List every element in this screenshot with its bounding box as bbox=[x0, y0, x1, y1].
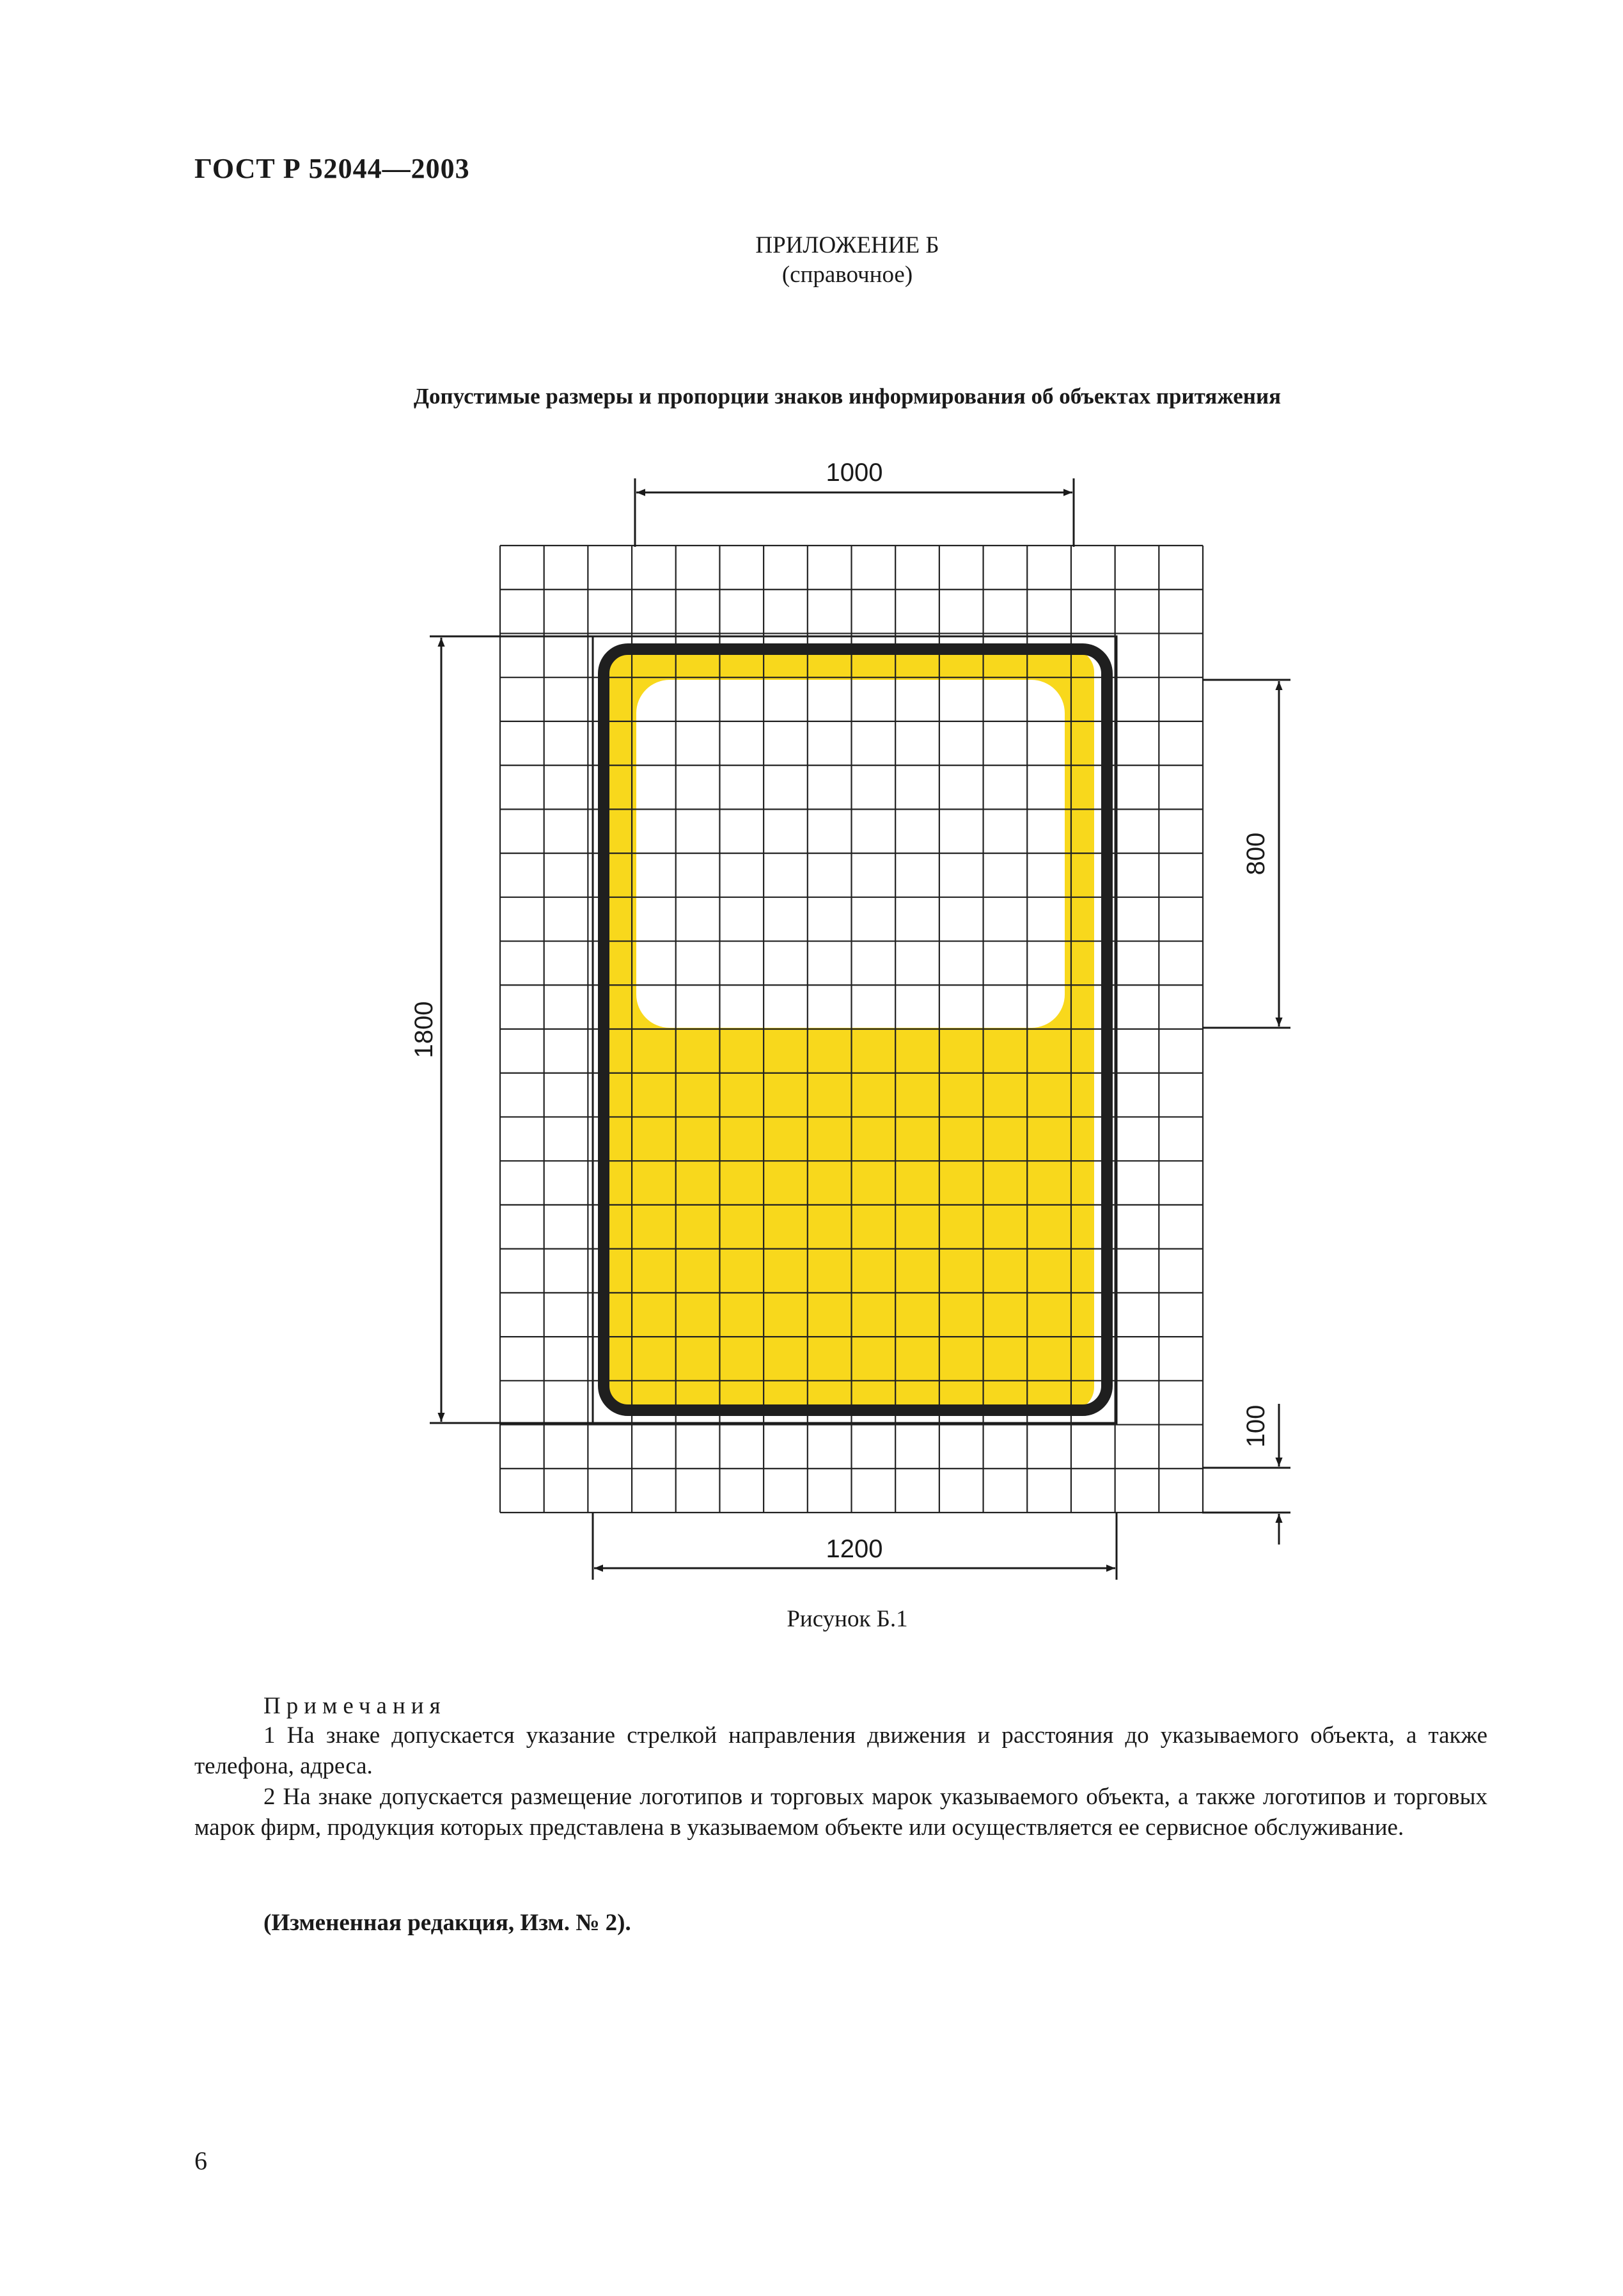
notes-heading: Примечания bbox=[263, 1693, 446, 1719]
document-code: ГОСТ Р 52044—2003 bbox=[194, 153, 470, 184]
note-item: 1 На знаке допускается указание стрелкой направления движения и расстояния до указываемого объекта, а также телефона, адреса. bbox=[194, 1722, 1487, 1779]
dimension-bottom-label: 1200 bbox=[826, 1535, 883, 1563]
dimension-left-label: 1800 bbox=[410, 1001, 438, 1058]
annex-title: ПРИЛОЖЕНИЕ Б bbox=[755, 232, 939, 258]
edit-note: (Измененная редакция, Изм. № 2). bbox=[263, 1910, 631, 1936]
dimension-top-label: 1000 bbox=[826, 459, 883, 487]
annex-subtitle: (справочное) bbox=[781, 262, 913, 288]
figure-caption: Рисунок Б.1 bbox=[787, 1606, 908, 1632]
note-item: 2 На знаке допускается размещение логотипов и торговых марок указываемого объекта, а также логотипов и торговых марок фирм, продукция которых представлена в указываемом объекте или осуществляется ее сервисное обслуживание. bbox=[194, 1784, 1487, 1841]
figure-title: Допустимые размеры и пропорции знаков информирования об объектах притяжения bbox=[413, 384, 1282, 409]
page-number: 6 bbox=[194, 2146, 207, 2175]
notes-list bbox=[194, 1720, 1487, 1843]
dimension-top bbox=[635, 478, 1074, 547]
dimension-right-label: 800 bbox=[1242, 832, 1270, 876]
dimension-margin-label: 100 bbox=[1242, 1404, 1270, 1448]
